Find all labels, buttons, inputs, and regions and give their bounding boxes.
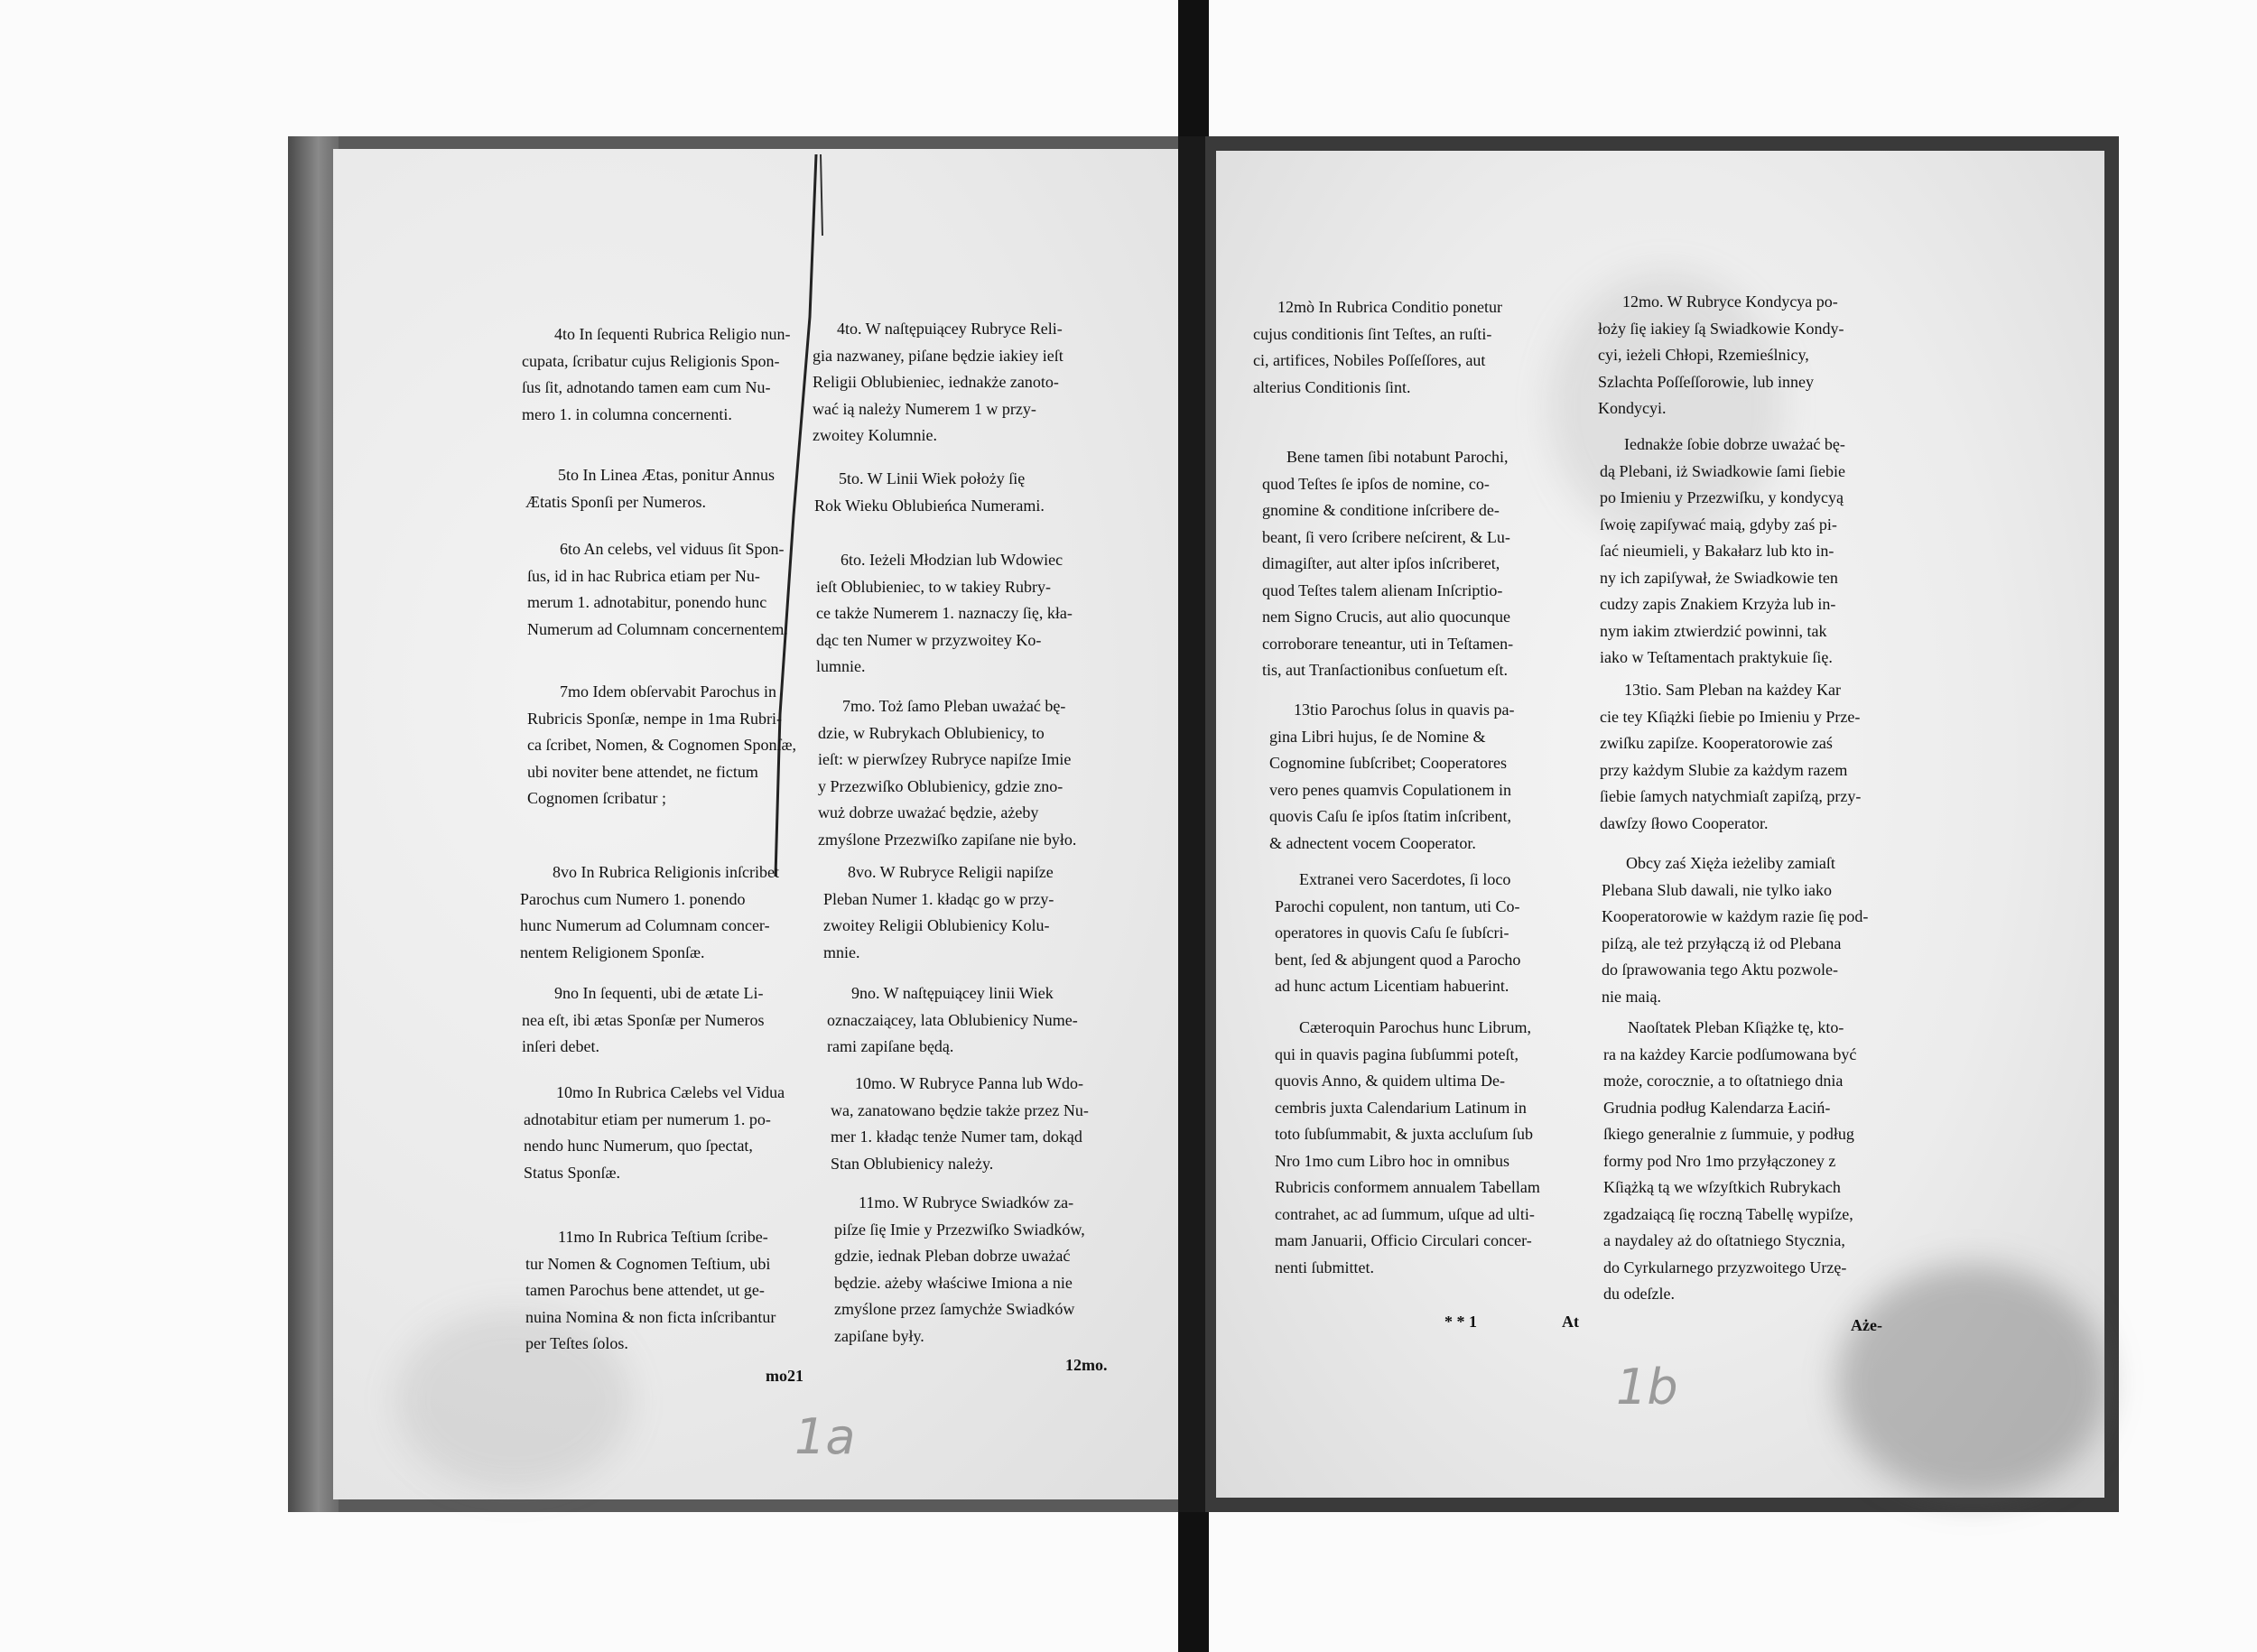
polish-paragraph-13tio: 13tio. Sam Pleban na każdey Kar cie tey Kſiążki ſiebie po Imieniu y Prze- zwiſku zapiſze. Kooperatorowie zaś przy każdym Slubie za każdym razem ſiebie ſamych natychmiaſt zapiſzą, przy- dawſzy ſłowo Cooperator. [1600,681,1862,832]
polish-paragraph-10mo: 10mo. W Rubryce Panna lub Wdo- wa, zanatowano będzie także przez Nu- mer 1. kładąc tenże Numer tam, dokąd Stan Oblubienicy należy. [831,1074,1089,1173]
polish-paragraph-12mo: 12mo. W Rubryce Kondycya po- łoży ſię iakiey ſą Swiadkowie Kondy- cyi, ieżeli Chłopi, Rzemieślnicy, Szlachta Poſſeſſorowie, lub inney Kondycyi. [1598,292,1844,417]
latin-paragraph-caeteroquin: Cæteroquin Parochus hunc Librum, qui in quavis pagina ſubſummi poteſt, quovis Anno, & quidem ultima De- cembris juxta Calendarium Latinum in toto ſubſummabit, & juxta accluſum ſub Nro 1mo cum Libro hoc in omnibus Rubricis conformem annualem Tabellam contrahet, ac ad ſummum, uſque ad ulti- mam Januarii, Officio Circulari concer- nenti ſubmittet. [1275,1018,1540,1276]
polish-paragraph-6to: 6to. Ieżeli Młodzian lub Wdowiec ieſt Oblubieniec, to w takiey Rubry- ce także Numerem 1. naznaczy ſię, kła- dąc ten Numer w przyzwoitey Ko- lumnie. [816,551,1073,675]
polish-paragraph-4to: 4to. W naſtępuiącey Rubryce Reli- gia nazwaney, piſane będzie iakiey ieſt Religii Oblubieniec, iednakże zanoto- wać ią należy Numerem 1 w przy- zwoitey Kolumnie. [813,320,1063,444]
latin-paragraph-5to: 5to In Linea Ætas, ponitur Annus Ætatis Sponſi per Numeros. [525,466,775,511]
catchword-polish: 12mo. [1065,1356,1108,1374]
polish-paragraph-7mo: 7mo. Toż ſamo Pleban uważać bę- dzie, w Rubrykach Oblubienicy, to ieſt: w pierwſzey Rubryce napiſze Imie y Przezwiſko Oblubienicy, gdzie zno- wuż dobrze uważać będzie, ażeby zmyślone Przezwiſko zapiſane nie było. [818,697,1077,849]
latin-paragraph-10mo: 10mo In Rubrica Cælebs vel Vidua adnotabitur etiam per numerum 1. po- nendo hunc Numerum, quo ſpectat, Status Sponſæ. [524,1083,785,1182]
stain [1837,1265,2108,1499]
signature-mark: * * 1 [1444,1313,1477,1331]
catchword-latin: mo21 [766,1367,803,1385]
latin-paragraph-6to: 6to An celebs, vel viduus ſit Spon- ſus, id in hac Rubrica etiam per Nu- merum 1. adnotabitur, ponendo hunc Numerum ad Columnam concernentem. [527,540,788,638]
latin-paragraph-12mo: 12mò In Rubrica Conditio ponetur cujus conditionis ſint Teſtes, an ruſti- ci, artifices, Nobiles Poſſeſſores, aut alterius Conditionis ſint. [1253,298,1502,396]
handwritten-page-label: 1b [1616,1359,1678,1415]
polish-paragraph-obcy: Obcy zaś Xięża ieżeliby zamiaſt Plebana Slub dawali, nie tylko iako Kooperatorowie w każdym razie ſię pod- piſzą, ale też przyłączą iż od Plebana do ſprawowania tego Aktu pozwole- nie maią. [1602,854,1869,1006]
page-divider [1178,136,1205,1512]
polish-paragraph-naostatek: Naoſtatek Pleban Kſiążke tę, kto- ra na każdey Karcie podſumowana być może, corocznie, a to oſtatniego dnia Grudnia podług Kalendarza Łaciń- ſkiego generalnie z ſummuie, y podług formy pod Nro 1mo przyłączoney z Kſiążką tą we wſzyſtkich Rubrykach zgadzaiącą ſię roczną Tabellę wypiſze, a naydaley aż do oſtatniego Stycznia, do Cyrkularnego przyzwoitego Urzę- du odeſzle. [1603,1018,1857,1303]
latin-paragraph-7mo: 7mo Idem obſervabit Parochus in Rubricis Sponſæ, nempe in 1ma Rubri- ca ſcribet, Nomen, & Cognomen Sponſæ, ubi noviter bene attendet, ne fictum Cognomen ſcribatur ; [527,682,796,807]
catchword-latin: At [1562,1313,1579,1331]
latin-paragraph-8vo: 8vo In Rubrica Religionis inſcribet Parochus cum Numero 1. ponendo hunc Numerum ad Columnam concer- nentem Religionem Sponſæ. [520,863,779,961]
latin-paragraph-11mo: 11mo In Rubrica Teſtium ſcribe- tur Nomen & Cognomen Teſtium, ubi tamen Parochus bene attendet, ut ge- nuina Nomina & non ficta inſcribantur per Teſtes ſolos. [525,1228,776,1352]
catchword-polish: Aże- [1851,1316,1882,1334]
binding-bar-bottom [1178,1508,1209,1652]
polish-paragraph-8vo: 8vo. W Rubryce Religii napiſze Pleban Numer 1. kładąc go w przy- zwoitey Religii Oblubienicy Kolu- mnie. [823,863,1054,961]
polish-paragraph-11mo: 11mo. W Rubryce Swiadków za- piſze ſię Imie y Przezwiſko Swiadków, gdzie, iednak Pleban dobrze uważać będzie. ażeby właściwe Imiona a nie zmyślone przez ſamychże Swiadków zapiſane były. [834,1193,1085,1345]
binding-bar-top [1178,0,1209,144]
latin-paragraph-extranei: Extranei vero Sacerdotes, ſi loco Parochi copulent, non tantum, uti Co- operatores in quovis Caſu ſe ſubſcri- bent, ſed & abjungent quod a Parocho ad hunc actum Licentiam habuerint. [1275,870,1521,995]
handwritten-page-label: 1a [794,1408,856,1465]
latin-paragraph-13tio: 13tio Parochus ſolus in quavis pa- gina Libri hujus, ſe de Nomine & Cognomine ſubſcribet; Cooperatores vero penes quamvis Copulationem in quovis Caſu ſe ipſos ſtatim inſcribent, & adnectent vocem Cooperator. [1269,701,1515,852]
polish-paragraph-9no: 9no. W naſtępuiącey linii Wiek oznaczaiącey, lata Oblubienicy Nume- rami zapiſane będą. [827,984,1078,1055]
polish-paragraph-5to: 5to. W Linii Wiek położy ſię Rok Wieku Oblubieńca Numerami. [814,469,1045,515]
latin-paragraph-4to: 4to In ſequenti Rubrica Religio nun- cupata, ſcribatur cujus Religionis Spon- ſus ſit, adnotando tamen eam cum Nu- mero 1. in columna concernenti. [522,325,791,423]
polish-paragraph-iednakze: Iednakże ſobie dobrze uważać bę- dą Plebani, iż Swiadkowie ſami ſiebie po Imieniu y Przezwiſku, y kondycyą ſwoię zapiſywać maią, gdyby zaś pi- ſać nieumieli, y Bakałarz lub kto in- ny ich zapiſywał, że Swiadkowie ten cudzy zapis Znakiem Krzyża lub in- nym iakim ztwierdzić powinni, tak iako w Teſtamentach praktykuie ſię. [1600,435,1845,666]
latin-paragraph-9no: 9no In ſequenti, ubi de ætate Li- nea eſt, ibi ætas Sponſæ per Numeros inſeri debet. [522,984,765,1055]
latin-paragraph-bene: Bene tamen ſibi notabunt Parochi, quod Teſtes ſe ipſos de nomine, co- gnomine & conditione inſcribere de- beant, ſi vero ſcribere neſcirent, & Lu- dimagiſter, aut alter ipſos inſcriberet, quod Teſtes talem alienam Inſcriptio- nem Signo Crucis, aut alio quocunque corroborare teneantur, uti in Teſtamen- tis, aut Tranſactionibus conſuetum eſt. [1262,448,1514,679]
